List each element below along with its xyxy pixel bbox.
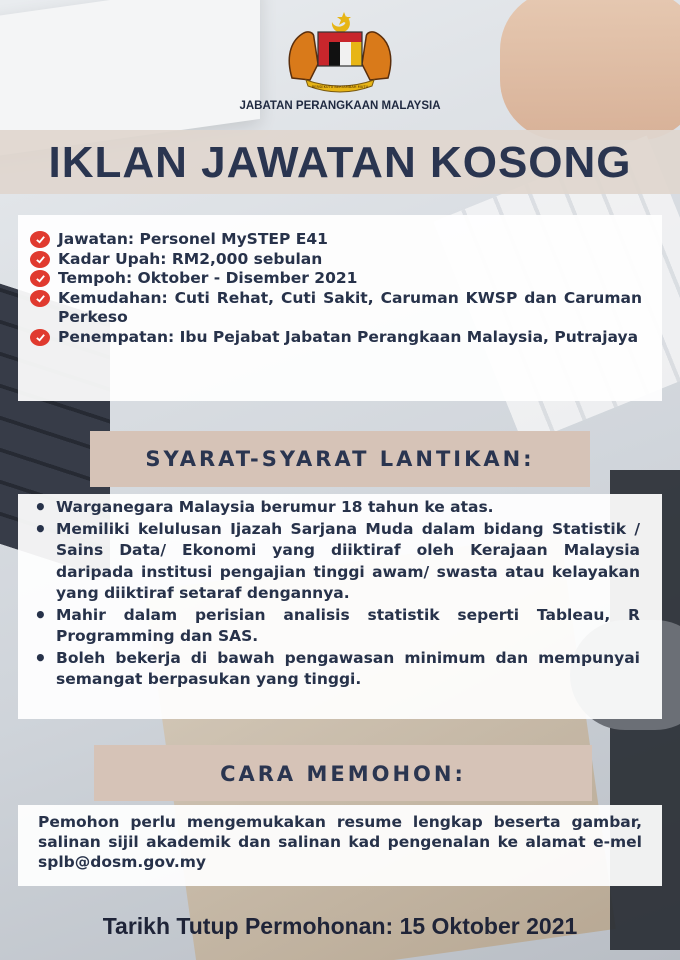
requirement-text: Memiliki kelulusan Ijazah Sarjana Muda dalam bidang Statistik / Sains Data/ Ekonomi yang diiktiraf oleh Kerajaan Malaysia daripada institusi pengajian tinggi awam/ swasta atau kelayakan yang diiktiraf setaraf dengannya. bbox=[56, 519, 640, 602]
job-detail-text: Kemudahan: Cuti Rehat, Cuti Sakit, Caruman KWSP dan Caruman Perkeso bbox=[58, 288, 642, 326]
list-item bbox=[34, 645, 640, 691]
requirement-text: Boleh bekerja di bawah pengawasan minimum dan mempunyai semangat berpasukan yang tinggi. bbox=[56, 648, 640, 688]
bullet-icon: • bbox=[34, 645, 47, 670]
list-item bbox=[30, 289, 642, 328]
check-icon bbox=[30, 329, 50, 346]
page-title: IKLAN JAWATAN KOSONG bbox=[48, 138, 632, 187]
job-detail-text: Penempatan: Ibu Pejabat Jabatan Perangkaan Malaysia, Putrajaya bbox=[58, 327, 639, 346]
check-icon bbox=[30, 231, 50, 248]
coat-of-arms-logo bbox=[284, 8, 396, 94]
job-details-list bbox=[30, 230, 642, 347]
bullet-icon: • bbox=[34, 516, 47, 541]
requirement-text: Mahir dalam perisian analisis statistik seperti Tableau, R Programming dan SAS. bbox=[56, 605, 640, 645]
list-item bbox=[30, 230, 642, 250]
requirements-heading: SYARAT-SYARAT LANTIKAN: bbox=[90, 431, 590, 487]
list-item bbox=[34, 497, 640, 519]
job-detail-text: Jawatan: Personel MySTEP E41 bbox=[58, 230, 328, 248]
check-icon bbox=[30, 270, 50, 287]
list-item bbox=[30, 328, 642, 348]
bullet-icon: • bbox=[34, 495, 47, 519]
application-text: Pemohon perlu mengemukakan resume lengkap beserta gambar, salinan sijil akademik dan salinan kad pengenalan ke alamat e-mel splb@dosm.gov.my bbox=[38, 813, 642, 871]
list-item bbox=[34, 516, 640, 605]
list-item bbox=[34, 602, 640, 648]
department-name: JABATAN PERANGKAAN MALAYSIA bbox=[239, 100, 441, 112]
requirements-list bbox=[34, 497, 640, 691]
background-hand bbox=[500, 0, 680, 140]
job-detail-text: Kadar Upah: RM2,000 sebulan bbox=[58, 249, 323, 268]
application-heading: CARA MEMOHON: bbox=[94, 745, 592, 801]
check-icon bbox=[30, 290, 50, 307]
svg-text:BERSEKUTU BERTAMBAH MUTU: BERSEKUTU BERTAMBAH MUTU bbox=[311, 85, 369, 89]
list-item bbox=[30, 269, 642, 289]
check-icon bbox=[30, 251, 50, 268]
bullet-icon: • bbox=[34, 602, 47, 627]
closing-date: Tarikh Tutup Permohonan: 15 Oktober 2021 bbox=[102, 913, 578, 939]
list-item bbox=[30, 250, 642, 270]
requirement-text: Warganegara Malaysia berumur 18 tahun ke atas. bbox=[56, 498, 494, 516]
job-detail-text: Tempoh: Oktober - Disember 2021 bbox=[58, 269, 358, 287]
